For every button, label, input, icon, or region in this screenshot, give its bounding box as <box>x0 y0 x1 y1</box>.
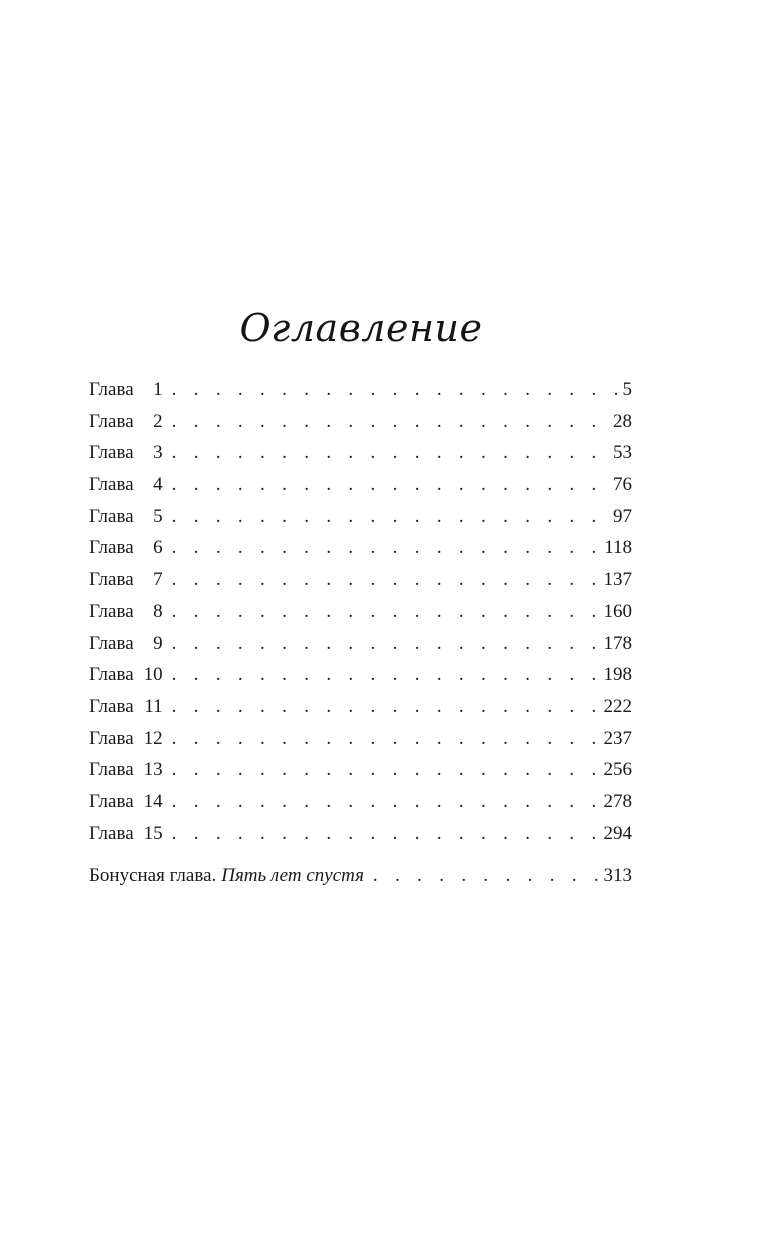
table-of-contents <box>89 374 632 892</box>
chapter-label: Глава <box>89 632 134 654</box>
chapter-number: 3 <box>153 442 163 464</box>
page-number: 198 <box>603 664 632 686</box>
page-number: 118 <box>604 537 632 559</box>
dot-leader <box>172 754 601 786</box>
chapter-label: Глава <box>89 505 134 527</box>
chapter-number: 12 <box>143 727 163 749</box>
dot-leader <box>172 406 610 438</box>
chapter-label: Глава <box>89 569 134 591</box>
dot-leader <box>172 659 601 691</box>
chapter-number: 4 <box>153 474 163 496</box>
dot-leader <box>172 469 610 501</box>
bonus-chapter-subtitle: Пять лет спустя <box>221 865 364 887</box>
dot-leader <box>172 628 601 660</box>
dot-leader <box>172 374 620 406</box>
chapter-number: 15 <box>143 822 163 844</box>
toc-entry <box>89 501 632 533</box>
dot-leader <box>172 596 601 628</box>
chapter-number: 11 <box>144 695 163 717</box>
chapter-number: 2 <box>153 410 163 432</box>
chapter-label: Глава <box>89 822 134 844</box>
page-number: 28 <box>613 410 632 432</box>
dot-leader <box>172 723 601 755</box>
dot-leader <box>172 501 610 533</box>
chapter-number: 6 <box>153 537 163 559</box>
page-number: 237 <box>603 727 632 749</box>
toc-entry <box>89 786 632 818</box>
page-number: 76 <box>613 474 632 496</box>
toc-entry-bonus <box>89 860 632 892</box>
page-number: 256 <box>603 759 632 781</box>
chapter-number: 13 <box>143 759 163 781</box>
page-number: 294 <box>603 822 632 844</box>
toc-entry <box>89 564 632 596</box>
chapter-label: Глава <box>89 474 134 496</box>
chapter-number: 14 <box>143 790 163 812</box>
toc-entry <box>89 406 632 438</box>
chapter-label: Глава <box>89 600 134 622</box>
chapter-label: Глава <box>89 442 134 464</box>
page-number: 97 <box>613 505 632 527</box>
toc-entry <box>89 723 632 755</box>
toc-entry <box>89 691 632 723</box>
chapter-number: 10 <box>143 664 163 686</box>
chapter-number: 1 <box>153 379 163 400</box>
toc-entry <box>89 532 632 564</box>
toc-entry <box>89 754 632 786</box>
page-number: 160 <box>603 600 632 622</box>
page-number: 53 <box>613 442 632 464</box>
dot-leader <box>172 532 602 564</box>
dot-leader <box>373 860 601 892</box>
chapter-label: Глава <box>89 410 134 432</box>
toc-entry <box>89 596 632 628</box>
toc-entry <box>89 469 632 501</box>
dot-leader <box>172 818 601 850</box>
chapter-label: Глава <box>89 537 134 559</box>
toc-entry <box>89 437 632 469</box>
chapter-label: Глава <box>89 379 134 400</box>
toc-entry <box>89 659 632 691</box>
chapter-label: Глава <box>89 695 134 717</box>
chapter-number: 8 <box>153 600 163 622</box>
page-number: 222 <box>603 695 632 717</box>
chapter-label: Глава <box>89 727 134 749</box>
page-title: Оглавление <box>239 306 483 350</box>
dot-leader <box>172 564 601 596</box>
page-number: 5 <box>622 379 632 400</box>
toc-entry <box>89 374 632 406</box>
toc-entry <box>89 628 632 660</box>
dot-leader <box>172 437 610 469</box>
chapter-number: 5 <box>153 505 163 527</box>
chapter-label: Глава <box>89 664 134 686</box>
dot-leader <box>172 786 601 818</box>
page-number: 137 <box>603 569 632 591</box>
page-number: 313 <box>603 865 632 887</box>
chapter-number: 9 <box>153 632 163 654</box>
chapter-label: Глава <box>89 759 134 781</box>
dot-leader <box>172 691 601 723</box>
toc-entry <box>89 818 632 850</box>
bonus-chapter-label: Бонусная глава. <box>89 865 217 887</box>
page-number: 178 <box>603 632 632 654</box>
page-number: 278 <box>603 790 632 812</box>
chapter-number: 7 <box>153 569 163 591</box>
chapter-label: Глава <box>89 790 134 812</box>
